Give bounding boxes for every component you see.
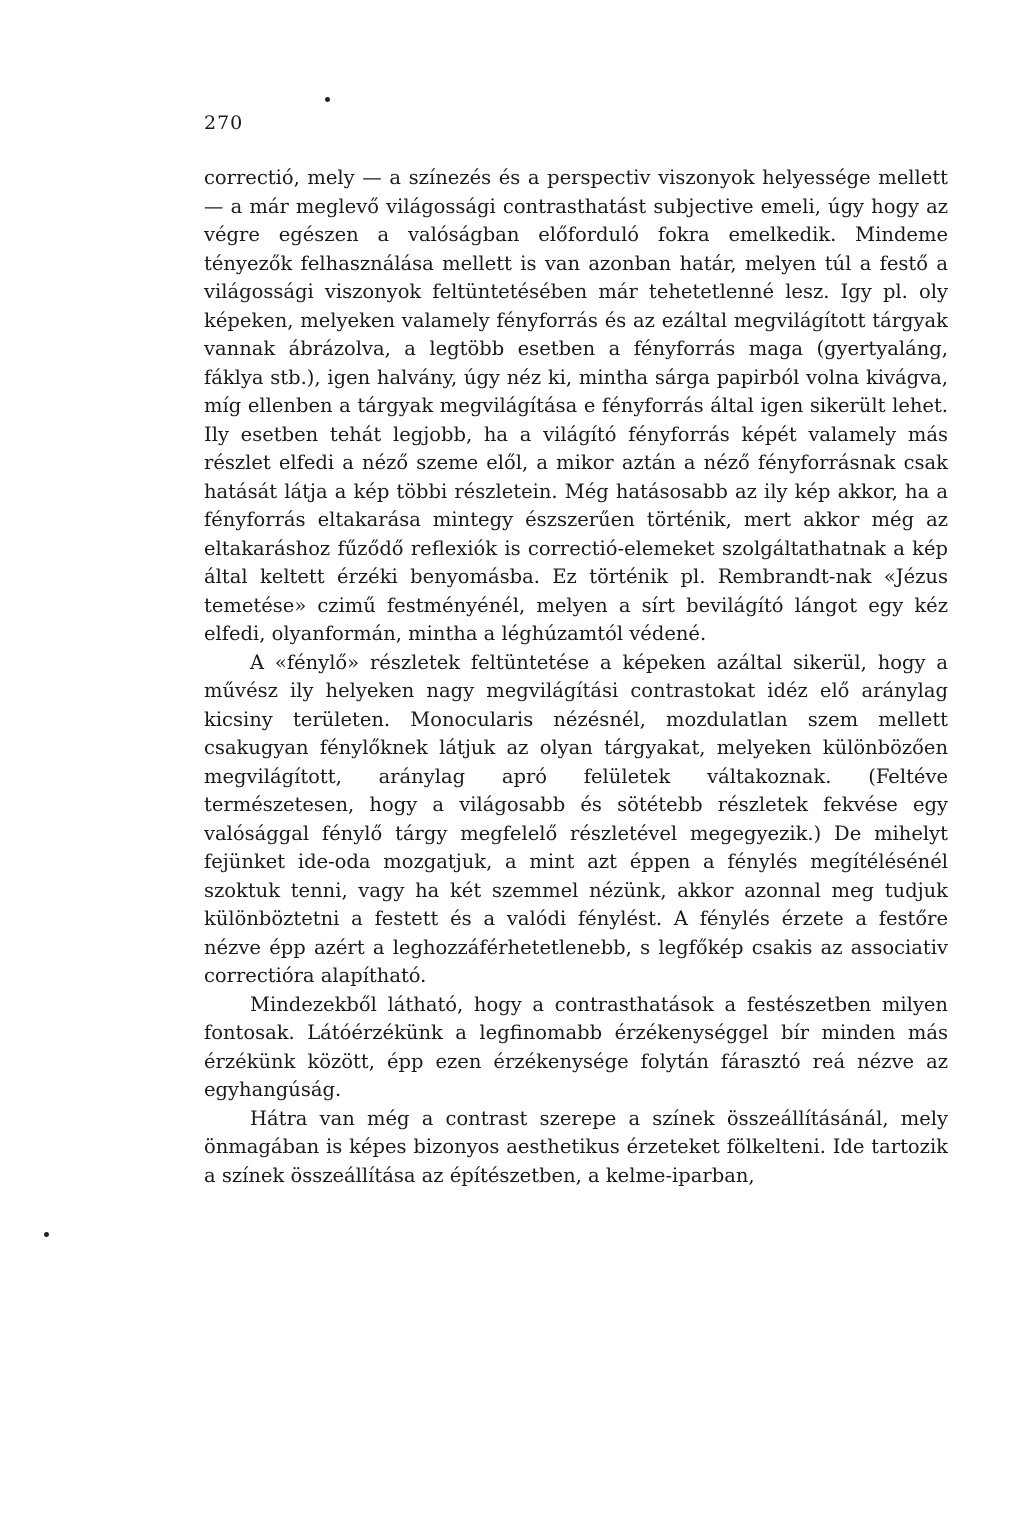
paragraph: Hátra van még a contrast szerepe a színek összeállításánál, mely önmagában is képes bizonyos aesthetikus érzeteket fölkelteni. Ide tartozik a színek összeállítása az építészetben, a kelme-iparban, bbox=[204, 1106, 948, 1187]
body-text bbox=[204, 164, 948, 1190]
paragraph: A «fénylő» részletek feltüntetése a képeken azáltal sikerül, hogy a művész ily helyeken nagy megvilágítási contrastokat idéz elő aránylag kicsiny területen. Monocularis nézésnél, mozdulatlan szem mellett csakugyan fénylőknek látjuk az olyan tárgyakat, melyeken különbözően megvilágított, aránylag apró felületek váltakoznak. (Feltéve természetesen, hogy a világosabb és sötétebb részletek fekvése egy valósággal fénylő tárgy megfelelő részletével megegyezik.) De mihelyt fejünket ide-oda mozgatjuk, a mint azt éppen a fénylés megítélésénél szoktuk tenni, vagy ha két szemmel nézünk, akkor azonnal meg tudjuk különböztetni a festett és a valódi fénylést. A fénylés érzete a festőre nézve épp azért a leghozzáférhetetlenebb, s legfőkép csakis az associativ correctióra alapítható. bbox=[204, 650, 948, 987]
page-number: 270 bbox=[204, 112, 244, 134]
paragraph: correctió, mely — a színezés és a perspectiv viszonyok helyessége mellett — a már meglevő világossági contrasthatást subjective emeli, úgy hogy az végre egészen a valóságban előforduló fokra emelkedik. Mindeme tényezők felhasználása mellett is van azonban határ, melyen túl a festő a világossági viszonyok feltüntetésében már tehetetlenné lesz. Igy pl. oly képeken, melyeken valamely fényforrás és az ezáltal megvilágított tárgyak vannak ábrázolva, a legtöbb esetben a fényforrás maga (gyertyaláng, fáklya stb.), igen halvány, úgy néz ki, mintha sárga papirból volna kivágva, míg ellenben a tárgyak megvilágítása e fényforrás által igen sikerült lehet. Ily esetben tehát legjobb, ha a világító fényforrás képét valamely más részlet elfedi a néző szeme elől, a mikor aztán a néző fényforrásnak csak hatását látja a kép többi részletein. Még hatásosabb az ily kép akkor, ha a fényforrás eltakarása mintegy észszerűen történik, mert akkor még az eltakaráshoz fűződő reflexiók is correctió-elemeket szolgáltathatnak a kép által keltett érzéki benyomásba. Ez történik pl. Rembrandt-nak «Jézus temetése» czimű festményénél, melyen a sírt bevilágító lángot egy kéz elfedi, olyanformán, mintha a léghúzamtól védené. bbox=[204, 166, 948, 645]
print-speck bbox=[325, 97, 330, 102]
paragraph: Mindezekből látható, hogy a contrasthatások a festészetben milyen fontosak. Látóérzékünk a legfinomabb érzékenységgel bír minden más érzékünk között, épp ezen érzékenysége folytán fárasztó reá nézve az egyhangúság. bbox=[204, 992, 948, 1101]
print-speck bbox=[44, 1232, 49, 1237]
